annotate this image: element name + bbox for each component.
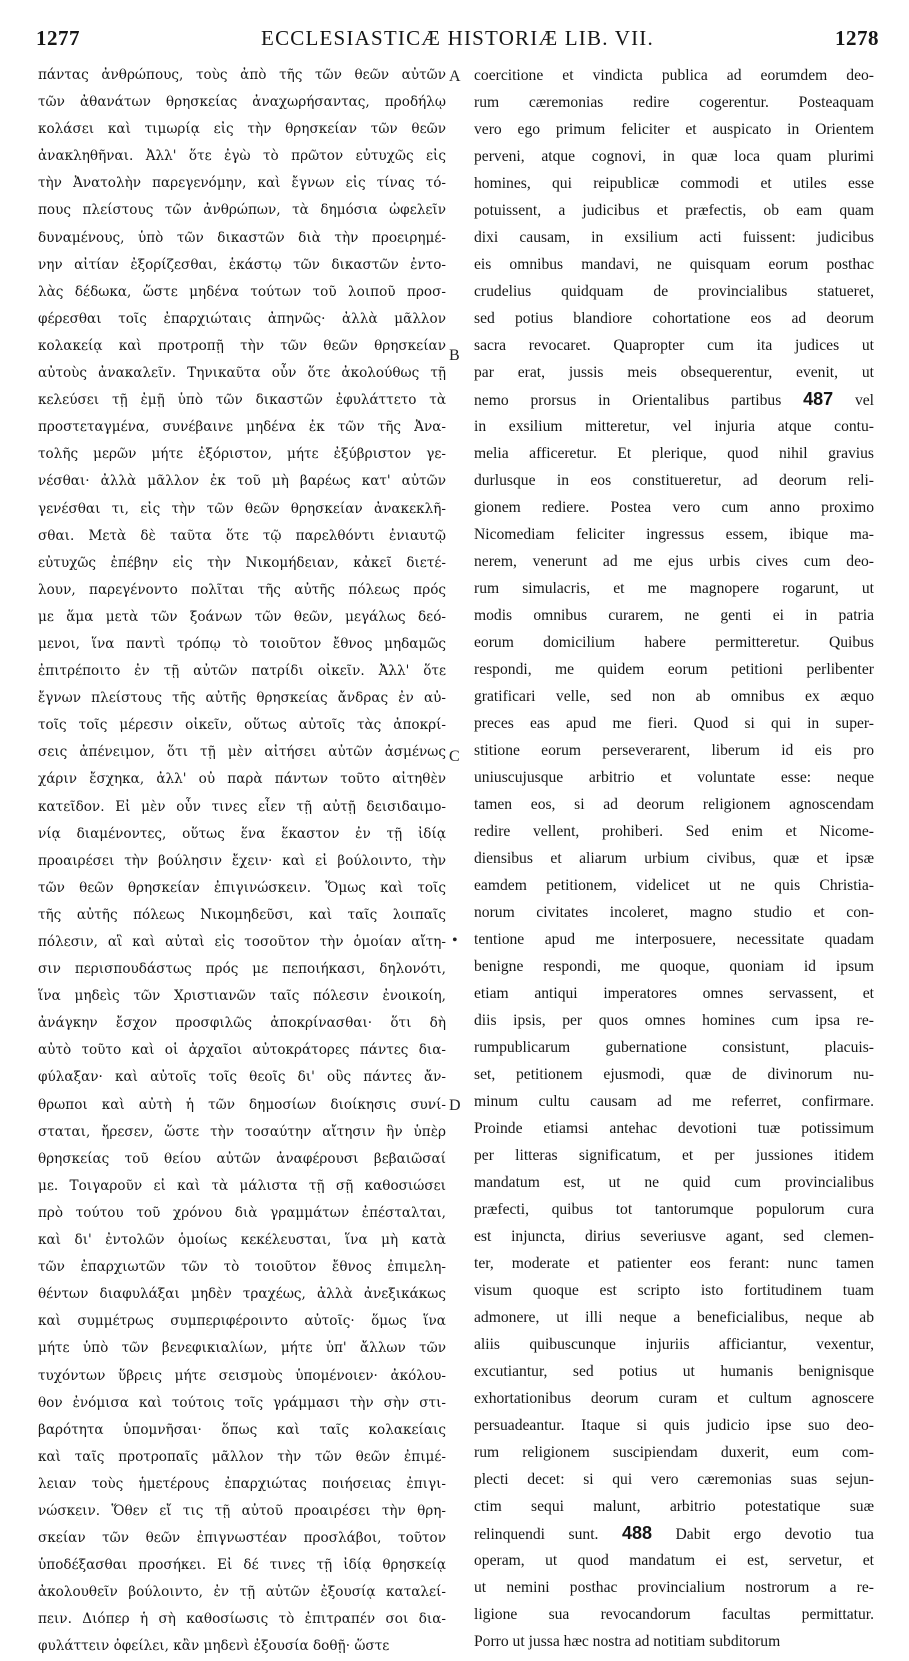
- latin-text-line: preces eas apud me fieri. Quod si qui in super-: [474, 715, 874, 732]
- latin-text-line: norum civitates incoleret, magno studio et con-: [474, 904, 874, 921]
- greek-text-line: σιν περισπουδάστως πρός με πεποιήκασι, δηλονότι,: [38, 961, 446, 978]
- greek-column: [38, 62, 446, 1655]
- latin-text-line: rumpublicarum gubernatione consistunt, placuis-: [474, 1039, 874, 1056]
- greek-text-line: προστεταγμένα, συνέβαινε μηδένα ἐκ τῶν τῆς Ἀνα-: [38, 419, 446, 436]
- greek-text-line: τῆς αὐτῆς πόλεως Νικομηδεῦσι, καὶ ταῖς λοιπαῖς: [38, 906, 446, 923]
- greek-text-line: νην αἰτίαν ἐξορίζεσθαι, ἑκάστῳ τῶν δικαστῶν ἐντο-: [38, 256, 446, 273]
- greek-text-line: ἵνα μηδεὶς τῶν Χριστιανῶν ταῖς πόλεσιν ἐνοικοίη,: [38, 988, 446, 1005]
- latin-text-line: sed potius blandiore cohortatione eos ad deorum: [474, 310, 874, 327]
- greek-text-line: πόλεσιν, αἳ καὶ αὐταὶ εἰς τοσοῦτον τὴν ὁμοίαν αἴτη-: [38, 934, 446, 950]
- page-number-right: 1278: [835, 26, 879, 50]
- greek-text-line: κατεῖδον. Εἰ μὲν οὖν τινες εἶεν τῇ αὐτῇ δεισιδαιμο-: [38, 798, 446, 815]
- latin-text-line: rum religionem suscipiendam duxerit, eum com-: [474, 1444, 874, 1461]
- latin-text-line: gratificari velle, sed non ab omnibus ex æquo: [474, 688, 874, 705]
- latin-text-line: mandatum est, ut ne quid cum provincialibus: [474, 1174, 874, 1191]
- latin-text-line: relinquendi sunt. 488 Dabit ergo devotio tua: [474, 1523, 874, 1543]
- greek-text-line: τυχόντων ὕβρεις μήτε σεισμοὺς ὑπομένοιεν· ἀκόλου-: [38, 1367, 446, 1384]
- greek-text-line: λειαν τοὺς ἡμετέρους ἐπαρχιώτας ποιήσειας ἐπιγι-: [38, 1475, 446, 1492]
- margin-marker-b: B: [449, 347, 460, 364]
- latin-text-line: eorum domicilium habere permitteretur. Quibus: [474, 634, 874, 651]
- greek-text-line: πάντας ἀνθρώπους, τοὺς ἀπὸ τῆς τῶν θεῶν αὐτῶν: [38, 67, 446, 83]
- greek-text-line: τῶν θεῶν θρησκείαν ἐπιγινώσκειν. Ὅμως καὶ τοῖς: [38, 879, 446, 896]
- latin-text-line: perveni, atque cognovi, in quæ loca quam plurimi: [474, 148, 874, 165]
- greek-text-line: σταται, ἤρεσεν, ὥστε τὴν τοσαύτην αἴτησιν ἣν ὑπὲρ: [38, 1123, 446, 1140]
- greek-text-line: ὑποδέξασθαι προσήκει. Εἰ δέ τινες τῇ ἰδίᾳ θρησκείᾳ: [38, 1557, 446, 1574]
- latin-text-line: per litteras significatum, et per jussiones itidem: [474, 1147, 874, 1164]
- latin-text-line: redire vellent, prohiberi. Sed enim et Nicome-: [474, 823, 874, 840]
- latin-text-line: nemo prorsus in Orientalibus partibus 487 vel: [474, 389, 874, 409]
- latin-text-line: uniuscujusque arbitrio et voluntate esse: neque: [474, 769, 874, 786]
- greek-text-line: δυναμένους, ὑπὸ τῶν δικαστῶν διὰ τὴν προειρημέ-: [38, 229, 446, 246]
- greek-text-line: ἔγνων πλείστους τῆς αὐτῆς θρησκείας ἄνδρας ἐν αὐ-: [38, 690, 446, 707]
- latin-text-line: par erat, jussis meis obsequerentur, evenit, ut: [474, 364, 874, 381]
- greek-text-line: ἐπιτρέποιτο ἐν τῇ αὐτῶν πατρίδι οἰκεῖν. Ἀλλ' ὅτε: [38, 663, 446, 680]
- greek-text-line: μενοι, ἵνα παντὶ τρόπῳ τὸ τοιοῦτον ἔθνος μηδαμῶς: [38, 635, 446, 652]
- latin-text-line: melia afficeretur. Et plerique, quod nihil gravius: [474, 445, 874, 462]
- greek-text-line: λὰς δέδωκα, ὥστε μηδένα τούτων τοῦ λοιποῦ προσ-: [38, 283, 446, 300]
- latin-text-line: tentione apud me interposuere, necessitate quadam: [474, 931, 874, 948]
- latin-text-line: potuissent, a judicibus et præfectis, ob eam quam: [474, 202, 874, 219]
- greek-text-line: κολάσει καὶ τιμωρίᾳ εἰς τὴν θρησκείαν τῶν θεῶν: [38, 121, 446, 138]
- greek-text-line: τῶν ἀθανάτων θρησκείας ἀναχωρήσαντας, προδήλῳ: [38, 94, 446, 111]
- greek-text-line: τοῖς τοῖς μέρεσιν οἰκεῖν, οὕτως αὐτοῖς τὰς ἀποκρί-: [38, 717, 446, 734]
- greek-text-line: ἀνακληθῆναι. Ἀλλ' ὅτε ἐγὼ τὸ πρῶτον εὐτυχῶς εἰς: [38, 148, 446, 165]
- greek-text-line: εὐτυχῶς ἐπέβην εἰς τὴν Νικομήδειαν, κἀκεῖ διετέ-: [38, 554, 446, 571]
- greek-text-line: φύλαξαν· καὶ αὐτοῖς τοῖς θεοῖς δι' οὓς πάντες ἄν-: [38, 1069, 446, 1086]
- latin-text-line: gionem redierе. Postea vero cum anno proximo: [474, 499, 874, 516]
- greek-text-line: θέντων διαφυλάξαι μηδὲν τραχέως, ἀλλὰ ἀνεξικάκως: [38, 1286, 446, 1303]
- latin-text-line: eamdem petitionem, videlicet ut ne quis Christia-: [474, 877, 874, 894]
- latin-text-line: operam, ut quod mandatum ei est, servetur, et: [474, 1552, 874, 1569]
- latin-text-line: nerem, venerunt ad me ejus urbis cives cum deo-: [474, 553, 874, 570]
- greek-text-line: σθαι. Μετὰ δὲ ταῦτα ὅτε τῷ παρελθόντι ἐνιαυτῷ: [38, 527, 446, 544]
- latin-text-line: exhortationibus deorum curam et cultum agnoscere: [474, 1390, 874, 1407]
- latin-text-line: in exsilium mitteretur, vel injuria atque contu-: [474, 418, 874, 435]
- latin-text-line: respondi, me quidem eorum petitioni perlibenter: [474, 661, 874, 678]
- greek-text-line: κολακείᾳ καὶ προτροπῇ τὴν τῶν θεῶν θρησκείαν: [38, 337, 446, 354]
- greek-text-line: ἀνάγκην ἔσχον προσφιλῶς ἀποκρίνασθαι· ὅτι δὴ: [38, 1015, 446, 1032]
- greek-text-line: θον ἐνόμισα καὶ τούτοις τοῖς γράμμασι τὴν σὴν στι-: [38, 1394, 446, 1411]
- latin-text-line: benigne respondi, me quoque, quoniam id ipsum: [474, 958, 874, 975]
- latin-text-line: coercitione et vindicta publica ad eorumdem deo-: [474, 67, 874, 84]
- greek-text-line: τὴν Ἀνατολὴν παρεγενόμην, καὶ ἔγνων εἰς τίνας τό-: [38, 175, 446, 192]
- latin-text-line: est injuncta, dirius severiusve agant, sed clemen-: [474, 1228, 874, 1245]
- latin-text-line: diis ipsis, per quos omnes homines cum ipsa re-: [474, 1012, 874, 1029]
- greek-text-line: τῶν ἐπαρχιωτῶν τῶν τὸ τοιοῦτον ἔθνος ἐπιμελη-: [38, 1259, 446, 1276]
- margin-bullet: •: [452, 932, 458, 949]
- greek-text-line: με. Τοιγαροῦν εἰ καὶ τὰ μάλιστα τῇ σῇ καθοσιώσει: [38, 1177, 446, 1194]
- section-number: 487: [803, 389, 834, 409]
- greek-text-line: σκείαν τῶν θεῶν ἐπιγνωστέαν προσλάβοι, τοῦτον: [38, 1530, 446, 1547]
- greek-text-line: λουν, παρεγένοντο πολῖται τῆς αὐτῆς πόλεως πρός: [38, 581, 446, 598]
- greek-text-line: φυλάττειν ὀφείλει, κἂν μηδενὶ ἐξουσία δοθῇ· ὥστε: [38, 1638, 390, 1655]
- latin-text-line: Porro ut jussa hæc nostra ad notitiam subditorum: [474, 1633, 781, 1650]
- greek-text-line: θρησκείας τοῦ θείου αὐτῶν ἀναφέρουσι βεβαιῶσαί: [38, 1150, 446, 1167]
- latin-text-line: rum cæremonias redire cogerentur. Posteaquam: [474, 94, 874, 111]
- latin-text-line: persuadeantur. Itaque si quis judicio ipse suo deo-: [474, 1417, 874, 1434]
- latin-text-line: plecti decet: si qui vero cæremonias suas sejun-: [474, 1471, 874, 1488]
- greek-text-line: πρὸ τούτου τοῦ χρόνου διὰ γραμμάτων ἐπέσταλται,: [38, 1204, 446, 1221]
- latin-text-line: stitione eorum perseverarent, liberum id eis pro: [474, 742, 874, 759]
- latin-text-line: visum quoque est scripto isto fortitudinem tuam: [474, 1282, 874, 1299]
- greek-text-line: φέρεσθαι τοῖς ἐπαρχιώταις ἀπηνῶς· ἀλλὰ μᾶλλον: [38, 310, 446, 327]
- running-header: [36, 20, 879, 54]
- latin-text-line: præfecti, quibus tot tantorumque populorum cura: [474, 1201, 874, 1218]
- greek-text-line: νέσθαι· ἀλλὰ μᾶλλον ἐκ τοῦ μὴ βαρέως κατ' αὐτῶν: [38, 473, 446, 490]
- latin-text-line: vero ego primum feliciter et auspicato in Orientem: [474, 121, 874, 138]
- greek-text-line: καὶ ταῖς προτροπαῖς μᾶλλον τὴν τῶν θεῶν ἐπιμέ-: [38, 1448, 446, 1465]
- latin-text-line: etiam antiqui imperatores omnes servassent, et: [474, 985, 874, 1002]
- greek-text-line: γενέσθαι τι, εἰς τὴν τῶν θεῶν θρησκείαν ἀνακεκλῆ-: [38, 500, 446, 517]
- latin-text-line: Proinde etiamsi antehac devotioni tuæ potissimum: [474, 1120, 874, 1137]
- latin-text-line: modis omnibus curarem, ne genti ei in patria: [474, 607, 874, 624]
- latin-text-line: admonere, ut illi neque a beneficialibus, neque ab: [474, 1309, 874, 1326]
- greek-text-line: αὐτοὺς ἀνακαλεῖν. Τηνικαῦτα οὖν ὅτε ἀκολούθως τῇ: [38, 365, 446, 382]
- greek-text-line: κελεύσει τῇ ἐμῇ ὑπὸ τῶν δικαστῶν ἐφυλάττετο τὰ: [38, 392, 446, 409]
- greek-text-line: πους πλείστους τῶν ἀνθρώπων, τὰ δημόσια ὠφελεῖν: [38, 202, 446, 219]
- greek-text-line: χάριν ἔσχηκα, ἀλλ' οὐ παρὰ πάντων τοῦτο αἰτηθὲν: [38, 771, 446, 788]
- greek-text-line: βαρότητα ὑπομνῆσαι· ὅπως καὶ ταῖς κολακείαις: [38, 1421, 446, 1438]
- greek-text-line: μήτε ὑπὸ τῶν βενεφικιαλίων, μήτε ὑπ' ἄλλων τῶν: [38, 1340, 446, 1357]
- greek-text-line: τολῆς μερῶν μήτε ἐξόριστον, μήτε ἐξύβριστον γε-: [38, 446, 446, 463]
- latin-text-line: diensibus et aliarum urbium civibus, quæ et ipsæ: [474, 850, 874, 867]
- latin-text-line: ter, moderate et patienter eos ferant: nunc tamen: [474, 1255, 874, 1272]
- latin-text-line: Nicomediam feliciter ingressus essem, ibique ma-: [474, 526, 874, 543]
- latin-text-line: rum simulacris, et me magnopere rogarunt, ut: [474, 580, 874, 597]
- greek-text-line: νώσκειν. Ὅθεν εἴ τις τῇ αὐτοῦ προαιρέσει τὴν θρη-: [38, 1502, 446, 1519]
- greek-text-line: πειν. Διόπερ ἡ σὴ καθοσίωσις τὸ ἐπιτραπέν σοι δια-: [38, 1611, 446, 1628]
- latin-text-line: sacra revocaret. Quapropter cum ita judices ut: [474, 337, 874, 354]
- running-title: ECCLESIASTICÆ HISTORIÆ LIB. VII.: [261, 26, 654, 50]
- latin-text-line: set, petitionem ejusmodi, quæ de divinorum nu-: [474, 1066, 874, 1083]
- margin-marker-a: A: [449, 68, 461, 85]
- greek-text-line: καὶ δι' ἐντολῶν ὁμοίως κεκέλευσται, ἵνα μὴ κατὰ: [38, 1232, 446, 1249]
- greek-text-line: αὐτὸ τοῦτο καὶ οἱ ἀρχαῖοι αὐτοκράτορες πάντες δια-: [38, 1042, 446, 1059]
- latin-text-line: ut nemini posthac provincialium nostrorum a re-: [474, 1579, 874, 1596]
- latin-text-line: eis omnibus mandavi, ne quisquam eorum posthac: [474, 256, 874, 273]
- latin-text-line: minum cultu causam ad me referret, confirmare.: [474, 1093, 874, 1110]
- latin-text-line: ctim sequi malunt, arbitrio potestatique suæ: [474, 1498, 874, 1515]
- latin-column: [474, 62, 874, 1650]
- greek-text-line: καὶ συμμέτρως συμπεριφέροιντο αὐτοῖς· ὅμως ἵνα: [38, 1313, 446, 1330]
- greek-text-line: θρωποι καὶ αὐτὴ ἡ τῶν δημοσίων διοίκησις συνί-: [38, 1096, 446, 1113]
- margin-marker-d: D: [449, 1097, 461, 1114]
- page-number-left: 1277: [36, 26, 80, 50]
- section-number: 488: [621, 1523, 652, 1543]
- latin-text-line: durlusque in eos constitueretur, ad deorum reli-: [474, 472, 874, 489]
- greek-text-line: σεις ἀπένειμον, ὅτι τῇ μὲν αἰτήσει αὐτῶν ἀσμένως: [38, 744, 446, 761]
- latin-text-line: crudelius quidquam de provincialibus statueret,: [474, 283, 874, 300]
- latin-text-line: excutiantur, sed potius ut humanis benignisque: [474, 1363, 874, 1380]
- latin-text-line: ligione sua revocandorum facultas permittatur.: [474, 1606, 874, 1623]
- greek-text-line: με ἅμα μετὰ τῶν ξοάνων τῶν θεῶν, μεγάλως δεό-: [38, 608, 446, 625]
- latin-text-line: dixi causam, in exsilium acti fuissent: judicibus: [474, 229, 874, 246]
- greek-text-line: προαιρέσει τὴν βούλησιν ἔχειν· καὶ εἰ βούλοιντο, τὴν: [38, 852, 446, 869]
- latin-text-line: aliis quibuscunque injuriis afficiantur, vexentur,: [474, 1336, 874, 1353]
- greek-text-line: νίᾳ διαμένοντες, οὕτως ἕνα ἕκαστον ἐν τῇ ἰδίᾳ: [38, 825, 446, 842]
- greek-text-line: ἀκολουθεῖν βούλοιντο, ἐν τῇ αὐτῶν ἐξουσίᾳ καταλεί-: [38, 1584, 446, 1601]
- latin-text-line: tamen eos, si ad deorum religionem agnoscendam: [474, 796, 874, 813]
- latin-text-line: homines, qui reipublicæ commodi et utiles esse: [474, 175, 874, 192]
- margin-marker-c: C: [449, 748, 460, 765]
